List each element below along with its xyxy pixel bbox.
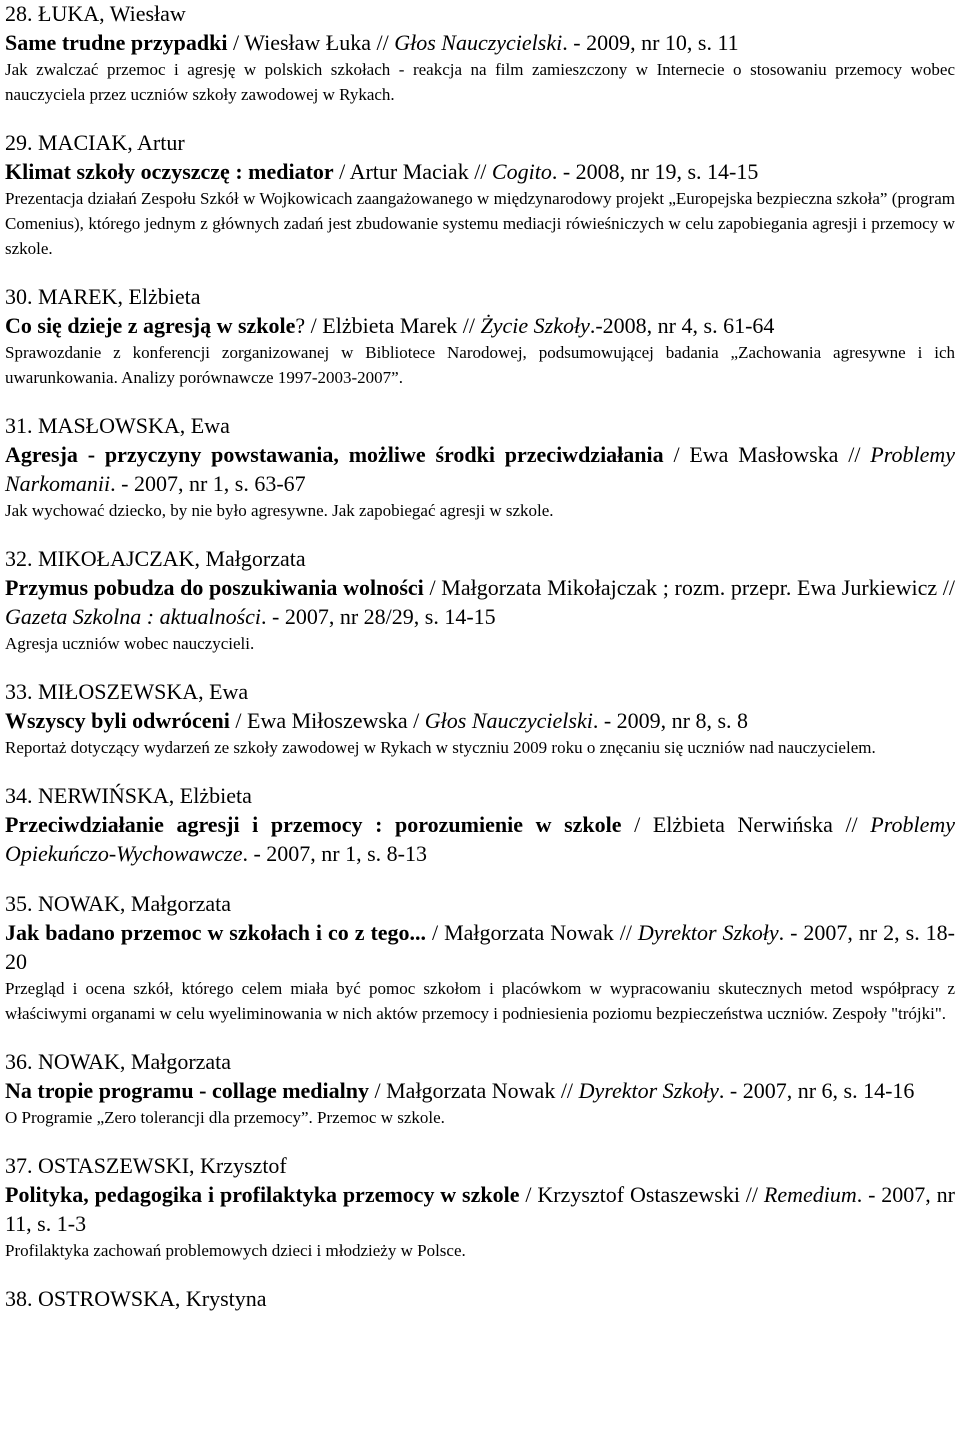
bibliography-entry-30 [5,283,955,390]
entry-author: 36. NOWAK, Małgorzata [5,1049,232,1074]
entry-citation [5,1180,955,1238]
entry-author: 30. MAREK, Elżbieta [5,284,201,309]
entry-author-credit: ? / Elżbieta Marek // [295,313,481,338]
entry-journal: Problemy Opiekuńczo-Wychowawcze [5,812,955,866]
entry-author-credit: / Małgorzata Nowak // [369,1078,579,1103]
entry-journal: Dyrektor Szkoły [578,1078,719,1103]
entry-journal: Remedium [763,1182,857,1207]
bibliography-entry-36 [5,1048,955,1130]
entry-issue: . - 2009, nr 8, s. 8 [592,708,749,733]
entry-description: Reportaż dotyczący wydarzeń ze szkoły zawodowej w Rykach w styczniu 2009 roku o znęcaniu się uczniów nad nauczycielem. [5,738,876,757]
entry-journal: Życie Szkoły [480,313,590,338]
entry-citation [5,810,955,868]
entry-description: Jak zwalczać przemoc i agresję w polskich szkołach - reakcja na film zamieszczony w Internecie o stosowaniu przemocy wobec nauczyciela przez uczniów szkoły zawodowej w Rykach. [5,60,955,104]
entry-author-credit: / Ewa Miłoszewska / [229,708,425,733]
entry-citation [5,1076,955,1105]
entry-title: Klimat szkoły oczyszczę : mediator [5,159,334,184]
entry-author-credit: / Krzysztof Ostaszewski // [519,1182,764,1207]
bibliography-entry-35 [5,890,955,1026]
entry-citation [5,157,955,186]
entry-description: Przegląd i ocena szkół, którego celem miała być pomoc szkołom i placówkom w wypracowaniu skutecznych metod współpracy z właściwymi organami w celu wyeliminowania w nich aktów przemocy i podniesienia poziomu bezpieczeństwa uczniów. Zespoły "trójki". [5,979,955,1023]
entry-title: Wszyscy byli odwróceni [5,708,230,733]
entry-title: Przeciwdziałanie agresji i przemocy : porozumienie w szkole [5,812,622,837]
bibliography-entry-31 [5,412,955,523]
entry-citation [5,440,955,498]
entry-description: Agresja uczniów wobec nauczycieli. [5,634,255,653]
entry-journal: Głos Nauczycielski [394,30,563,55]
entry-title: Przymus pobudza do poszukiwania wolności [5,575,424,600]
entry-description: Profilaktyka zachowań problemowych dzieci i młodzieży w Polsce. [5,1241,466,1260]
entry-journal: Głos Nauczycielski [424,708,593,733]
entry-title: Same trudne przypadki [5,30,228,55]
entry-title: Co się dzieje z agresją w szkole [5,313,296,338]
entry-title: Agresja - przyczyny powstawania, możliwe środki przeciwdziałania [5,442,664,467]
entry-author: 31. MASŁOWSKA, Ewa [5,413,230,438]
entry-citation [5,311,955,340]
entry-author-credit: / Ewa Masłowska // [663,442,871,467]
entry-citation [5,918,955,976]
entry-author: 34. NERWIŃSKA, Elżbieta [5,783,252,808]
bibliography-entry-33 [5,678,955,760]
bibliography-entry-34 [5,782,955,868]
bibliography-entry-38 [5,1285,955,1313]
entry-author-credit: / Wiesław Łuka // [227,30,395,55]
entry-author: 32. MIKOŁAJCZAK, Małgorzata [5,546,306,571]
entry-journal: Gazeta Szkolna : aktualności [5,604,262,629]
entry-title: Jak badano przemoc w szkołach i co z tego... [5,920,427,945]
entry-journal: Cogito [491,159,552,184]
entry-author: 35. NOWAK, Małgorzata [5,891,232,916]
entry-author-credit: / Elżbieta Nerwińska // [621,812,871,837]
bibliography-entry-28 [5,0,955,107]
entry-description: Prezentacja działań Zespołu Szkół w Wojkowicach zaangażowanego w międzynarodowy projekt „Europejska bezpieczna szkoła” (program Comenius), którego jednym z głównych zadań jest zbudowanie systemu mediacji rówieśniczych w celu zapobiegania agresji i przemocy w szkole. [5,189,955,258]
entry-issue: . - 2007, nr 6, s. 14-16 [718,1078,915,1103]
entry-issue: . - 2007, nr 28/29, s. 14-15 [261,604,496,629]
entry-title: Polityka, pedagogika i profilaktyka przemocy w szkole [5,1182,520,1207]
entry-issue: . - 2007, nr 11, s. 1-3 [5,1182,955,1236]
entry-issue: . - 2007, nr 1, s. 63-67 [110,471,306,496]
entry-author: 28. ŁUKA, Wiesław [5,1,186,26]
bibliography-entry-37 [5,1152,955,1263]
entry-author-credit: / Artur Maciak // [333,159,492,184]
entry-journal: Problemy Narkomanii [5,442,955,496]
entry-author: 33. MIŁOSZEWSKA, Ewa [5,679,249,704]
entry-citation [5,706,955,735]
entry-title: Na tropie programu - collage medialny [5,1078,369,1103]
bibliography-entry-29 [5,129,955,261]
entry-author: 29. MACIAK, Artur [5,130,185,155]
entry-citation [5,28,955,57]
entry-issue: . - 2009, nr 10, s. 11 [562,30,739,55]
entry-author: 37. OSTASZEWSKI, Krzysztof [5,1153,287,1178]
entry-issue: . - 2007, nr 1, s. 8-13 [242,841,428,866]
entry-description: O Programie „Zero tolerancji dla przemocy”. Przemoc w szkole. [5,1108,445,1127]
entry-author-credit: / Małgorzata Nowak // [426,920,638,945]
entry-issue: . - 2007, nr 2, s. 18-20 [5,920,955,974]
entry-author: 38. OSTROWSKA, Krystyna [5,1286,267,1311]
entry-issue: . - 2008, nr 19, s. 14-15 [551,159,759,184]
entry-citation [5,573,955,631]
entry-journal: Dyrektor Szkoły [637,920,779,945]
entry-description: Sprawozdanie z konferencji zorganizowanej w Bibliotece Narodowej, podsumowującej badania „Zachowania agresywne i ich uwarunkowania. Analizy porównawcze 1997-2003-2007”. [5,343,955,387]
entry-description: Jak wychować dziecko, by nie było agresywne. Jak zapobiegać agresji w szkole. [5,501,554,520]
entry-issue: .-2008, nr 4, s. 61-64 [589,313,775,338]
bibliography-entry-32 [5,545,955,656]
entry-author-credit: / Małgorzata Mikołajczak ; rozm. przepr. Ewa Jurkiewicz // [423,575,955,600]
